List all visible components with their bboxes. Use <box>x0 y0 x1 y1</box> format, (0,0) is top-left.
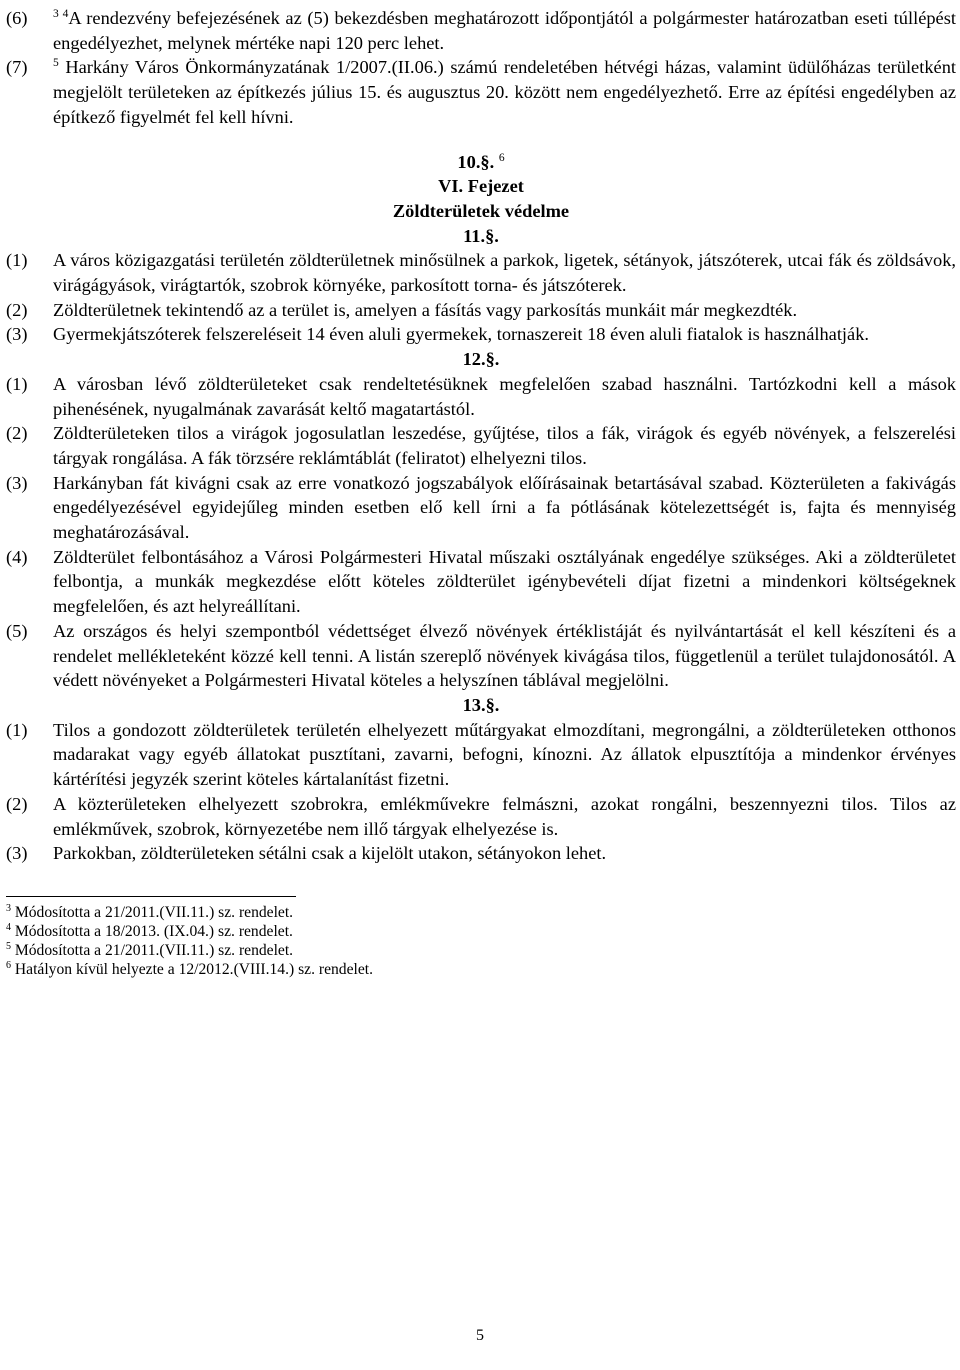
paragraph-text: Zöldterületeken tilos a virágok jogosulatlan leszedése, gyűjtése, tilos a fák, virágok és egyéb növények, a felszerelési tárgyak rongálása. A fák törzsére reklámtáblát (feliratot) elhelyezni tilos. <box>53 423 956 468</box>
paragraph <box>6 421 956 470</box>
paragraph-text <box>53 55 956 129</box>
paragraph-text: Zöldterületnek tekintendő az a terület is, amelyen a fásítás vagy parkosítás munkáit már megkezdték. <box>53 299 798 320</box>
section-13-heading: 13.§. <box>462 694 500 715</box>
paragraph-text: Gyermekjátszóterek felszereléseit 14 éven aluli gyermekek, tornaszereit 18 éven aluli fiatalok is használhatják. <box>53 324 869 345</box>
paragraph-number: (1) <box>6 250 28 271</box>
paragraph <box>6 471 956 545</box>
section-13-body <box>6 718 956 866</box>
paragraph <box>6 545 956 619</box>
footnote-text: Módosította a 21/2011.(VII.11.) sz. rendelet. <box>11 941 294 959</box>
paragraph <box>6 298 956 323</box>
footnote-divider <box>6 896 296 897</box>
paragraph-7 <box>6 55 956 129</box>
paragraph-6 <box>6 6 956 55</box>
paragraph-text: Parkokban, zöldterületeken sétálni csak a kijelölt utakon, sétányokon lehet. <box>53 843 607 864</box>
footnote-number: 6 <box>6 959 11 971</box>
section-10-heading <box>6 150 956 175</box>
paragraph <box>6 248 956 297</box>
paragraph-number: (3) <box>6 324 28 345</box>
paragraph-text: Harkányban fát kivágni csak az erre vonatkozó jogszabályok előírásainak betartásával szabad. Közterületen a fakivágás engedélyezésével egyidejűleg minden esetben elő kell írni a fa pótlásának kötelezettségét is, fajta és mennyiség meghatározásával. <box>53 472 956 543</box>
paragraph-number: (1) <box>6 373 28 394</box>
section-title: 10.§. <box>457 151 495 172</box>
paragraph-text: Az országos és helyi szempontból védettséget élvező növények értéklistáját és nyilvántartását el kell készíteni és a rendelet mellékleteként közzé kell tenni. A listán szereplő növények kivágása tilos, függetlenül a terület tulajdonosától. A védett növényeket a Polgármesteri Hivatal köteles a helyszínen táblával megjelölni. <box>53 620 956 691</box>
document-page <box>6 6 956 979</box>
footnotes <box>6 903 956 979</box>
footnote <box>6 922 956 941</box>
paragraph-number: (1) <box>6 719 28 740</box>
paragraph <box>6 372 956 421</box>
paragraph-number: (5) <box>6 620 28 641</box>
page-number: 5 <box>476 1327 484 1344</box>
paragraph-text: Zöldterület felbontásához a Városi Polgármesteri Hivatal műszaki osztályának engedélye szükséges. Aki a zöldterületet felbontja, a munkák megkezdése előtt köteles zöldterület igénybevételi díjat fizetni a mindenkori költségeknek megfelelően, és azt helyreállítani. <box>53 546 956 617</box>
footnote-number: 4 <box>6 921 11 933</box>
paragraph-number: (3) <box>6 843 28 864</box>
chapter-title: VI. Fejezet <box>438 176 524 197</box>
footnote <box>6 903 956 922</box>
paragraph <box>6 619 956 693</box>
section-11-heading: 11.§. <box>463 225 499 246</box>
footnote-ref: 5 <box>53 57 59 70</box>
paragraph-number: (4) <box>6 546 28 567</box>
paragraph <box>6 841 956 866</box>
paragraph-body: A rendezvény befejezésének az (5) bekezdésben meghatározott időpontjától a polgármester határozatban eseti túllépést engedélyezhet, melynek mértéke napi 120 perc lehet. <box>53 8 956 53</box>
paragraph-number: (6) <box>6 8 28 28</box>
footnote-number: 5 <box>6 940 11 952</box>
paragraph-body: Harkány Város Önkormányzatának 1/2007.(II.06.) számú rendeletében hétvégi házas, valamint üdülőházas területként megjelölt területeken az építkezés július 15. és augusztus 20. között nem engedélyezhető. Erre az építési engedélyben az építkező figyelmét fel kell hívni. <box>53 57 956 127</box>
footnote-number: 3 <box>6 902 11 914</box>
footnote-text: Hatályon kívül helyezte a 12/2012.(VIII.14.) sz. rendelet. <box>11 960 373 978</box>
footnote-text: Módosította a 21/2011.(VII.11.) sz. rendelet. <box>11 903 294 921</box>
section-12-body <box>6 372 956 693</box>
footnote-text: Módosította a 18/2013. (IX.04.) sz. rendelet. <box>11 922 293 940</box>
paragraph-text: A városban lévő zöldterületeket csak rendeltetésüknek megfelelően szabad használni. Tartózkodni kell a mások pihenésének, nyugalmának zavarását keltő magatartástól. <box>53 373 956 419</box>
paragraph <box>6 322 956 347</box>
footnote <box>6 941 956 960</box>
footnote <box>6 960 956 979</box>
footnote-ref: 6 <box>498 151 505 164</box>
section-11-body <box>6 248 956 347</box>
paragraph-text: A közterületeken elhelyezett szobrokra, emlékművekre felmászni, azokat rongálni, beszennyezni tilos. Tilos az emlékművek, szobrok, környezetébe nem illő tárgyak elhelyezése is. <box>53 793 956 839</box>
paragraph-number: (3) <box>6 472 28 493</box>
paragraph-number: (2) <box>6 423 28 444</box>
paragraph <box>6 792 956 841</box>
paragraph-number: (2) <box>6 793 28 814</box>
footnote-ref: 3 4 <box>53 8 69 20</box>
paragraph-number: (2) <box>6 299 28 320</box>
paragraph-text <box>53 6 956 55</box>
paragraph <box>6 718 956 792</box>
chapter-subtitle: Zöldterületek védelme <box>392 200 570 221</box>
paragraph-text: A város közigazgatási területén zöldterületnek minősülnek a parkok, ligetek, sétányok, játszóterek, utcai fák és zöldsávok, virágágyások, virágtartók, szobrok környéke, parkosított torna- és játszóterek. <box>53 250 956 296</box>
section-12-heading: 12.§. <box>462 349 500 370</box>
paragraph-text: Tilos a gondozott zöldterületek területén elhelyezett műtárgyakat elmozdítani, megrongálni, a zöldterületeken otthonos madarakat vagy egyéb állatokat pusztítani, zavarni, befogni, kínozni. Az állatok elpusztítója a mindenkor érvényes kártérítési jegyzék szerint köteles kártalanítást fizetni. <box>53 719 956 790</box>
paragraph-number: (7) <box>6 57 28 78</box>
